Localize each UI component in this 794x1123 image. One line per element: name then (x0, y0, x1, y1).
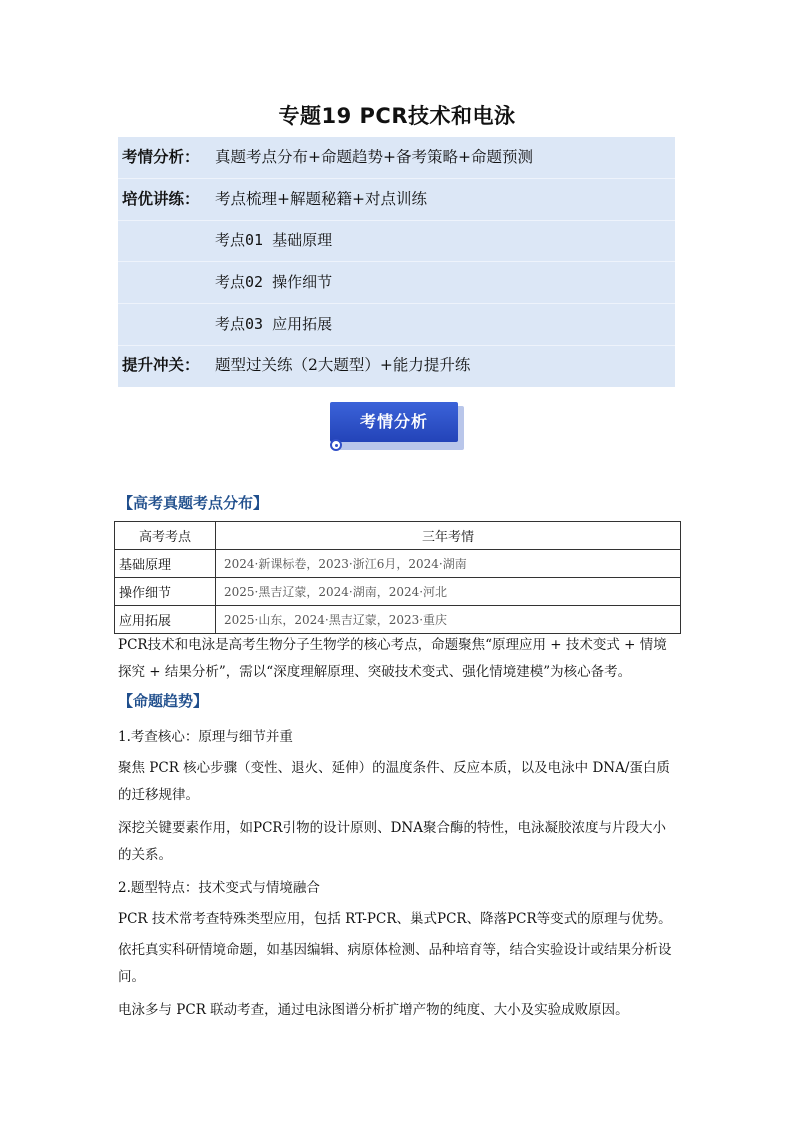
badge-dot-icon (330, 439, 342, 451)
outline-value: 考点梳理+解题秘籍+对点训练 (215, 190, 427, 208)
table-header-cell: 高考考点 (115, 522, 216, 550)
outline-row-training (118, 179, 675, 221)
table-row (115, 578, 681, 606)
trend-content (118, 724, 678, 1024)
outline-box (118, 137, 675, 387)
outline-subitem: 考点01 基础原理 (215, 231, 333, 249)
trend-paragraph: PCR 技术常考查特殊类型应用，包括 RT-PCR、巢式PCR、降落PCR等变式的原理与优势。 (118, 911, 672, 927)
outline-label: 提升冲关： (122, 356, 200, 374)
section-badge (330, 402, 465, 454)
outline-subitem: 考点03 应用拓展 (215, 315, 333, 333)
trend-point-title: 1.考查核心：原理与细节并重 (118, 729, 293, 745)
table-header-cell: 三年考情 (216, 522, 681, 550)
trend-paragraph: 深挖关键要素作用，如PCR引物的设计原则、DNA聚合酶的特性，电泳凝胶浓度与片段大小的关系。 (118, 820, 666, 863)
outline-value: 真题考点分布+命题趋势+备考策略+命题预测 (215, 148, 533, 166)
trend-heading: 【命题趋势】 (118, 692, 209, 710)
outline-row-boost (118, 345, 675, 386)
table-cell-topic: 应用拓展 (115, 606, 216, 634)
exam-distribution-table (114, 521, 681, 634)
outline-label: 考情分析： (122, 148, 200, 166)
outline-label: 培优讲练： (122, 190, 200, 208)
trend-paragraph: 依托真实科研情境命题，如基因编辑、病原体检测、品种培育等，结合实验设计或结果分析设问。 (118, 942, 672, 985)
distribution-heading: 【高考真题考点分布】 (118, 494, 269, 512)
outline-subitem: 考点02 操作细节 (215, 273, 333, 291)
summary-paragraph (118, 632, 678, 686)
badge-label: 考情分析 (330, 402, 458, 442)
table-cell-exams: 2024·新课标卷，2023·浙江6月，2024·湖南 (216, 550, 681, 578)
table-row (115, 550, 681, 578)
trend-paragraph: 电泳多与 PCR 联动考查，通过电泳图谱分析扩增产物的纯度、大小及实验成败原因。 (118, 1002, 629, 1018)
outline-row-point-01 (118, 220, 675, 262)
trend-paragraph: 聚焦 PCR 核心步骤（变性、退火、延伸）的温度条件、反应本质，以及电泳中 DNA/蛋白质的迁移规律。 (118, 760, 670, 803)
table-row (115, 606, 681, 634)
outline-row-analysis (118, 137, 675, 179)
page-title: 专题19 PCR技术和电泳 (278, 104, 516, 128)
table-cell-exams: 2025·黑吉辽蒙，2024·湖南，2024·河北 (216, 578, 681, 606)
summary-text: PCR技术和电泳是高考生物分子生物学的核心考点，命题聚焦“原理应用 + 技术变式 + 情境探究 + 结果分析”，需以“深度理解原理、突破技术变式、强化情境建模”为核心备考。 (118, 637, 667, 680)
outline-row-point-02 (118, 262, 675, 304)
outline-value: 题型过关练（2大题型）+能力提升练 (215, 356, 471, 374)
outline-row-point-03 (118, 304, 675, 346)
trend-point-title: 2.题型特点：技术变式与情境融合 (118, 880, 320, 896)
table-cell-topic: 基础原理 (115, 550, 216, 578)
table-header-row (115, 522, 681, 550)
table-cell-exams: 2025·山东，2024·黑吉辽蒙，2023·重庆 (216, 606, 681, 634)
table-cell-topic: 操作细节 (115, 578, 216, 606)
